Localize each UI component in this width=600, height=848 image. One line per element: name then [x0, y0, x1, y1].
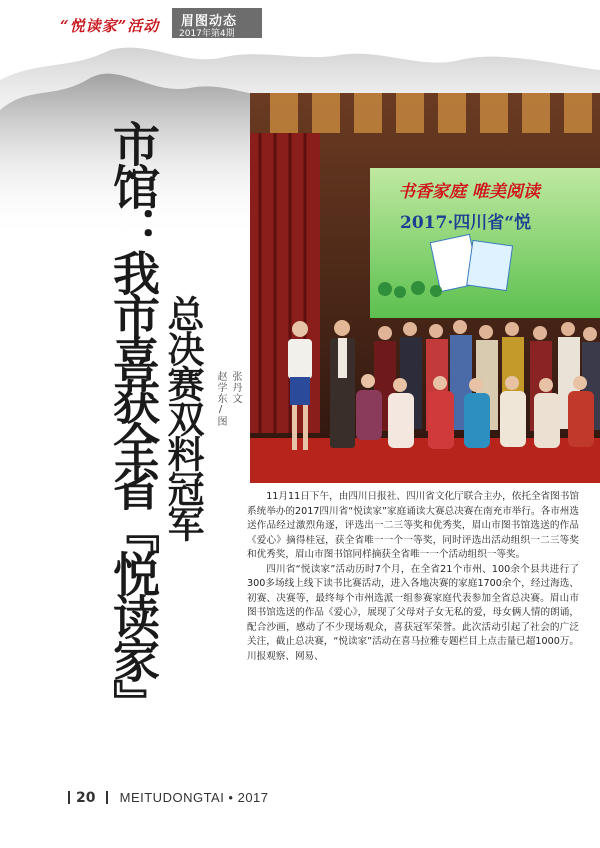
footer-divider — [68, 791, 70, 804]
article-subtitle: 总决赛双料冠军 — [161, 295, 205, 540]
article-paragraph: 11月11日下午，由四川日报社、四川省文化厅联合主办，依托全省图书馆系统举办的2017四川省“悦读家”家庭诵读大赛总决赛在南充市举行。各市州选送作品经过激烈角逐，评选出一二三等奖和优秀奖，眉山市图书馆选送的作品《爱心》摘得桂冠，获全省唯一一个一等奖，同时评选出活动组织一二三等奖和优秀奖，眉山市图书馆同样摘获全省唯一一个活动组织一等奖。 — [247, 491, 579, 560]
article-title: 市馆：我市喜获全省『悦读家』 — [105, 120, 160, 722]
byline — [213, 371, 243, 427]
activity-brand: “悦读家”活动 — [60, 17, 160, 35]
footer-divider — [106, 791, 108, 804]
event-photo — [250, 93, 600, 483]
article-body — [247, 490, 579, 664]
photo-credit: 赵学东/图 — [215, 371, 226, 427]
article-paragraph: 四川省“悦读家”活动历时7个月，在全省21个市州、100余个县共进行了300多场线上线下读书比赛活动，进入各地决赛的家庭1700余个，经过海选、初赛、决赛等，最终每个市州选派一组参赛家庭代表参加全省总决赛。眉山市图书馆选送的作品《爱心》，展现了父母对子女无私的爱，母女俩人情的朗诵，配合沙画，感动了不少现场观众，喜获冠军荣誉。此次活动引起了社会的广泛关注，截止总决赛，“悦读家”活动在喜马拉雅专题栏目上点击量已超1000万。川报观察、网易、 — [247, 563, 579, 662]
column-title: 眉图动态 — [181, 14, 238, 29]
author-text: 张丹文 — [230, 371, 241, 404]
page-number: 20 — [76, 790, 96, 806]
banner-slogan: 书香家庭 唯美阅读 — [398, 182, 540, 202]
page-header — [0, 0, 600, 40]
page-footer — [68, 790, 269, 806]
banner-event-name: 2017·四川省“悦 — [400, 213, 532, 233]
publication-name: MEITUDONGTAI • 2017 — [119, 790, 269, 805]
issue-number: 2017年第4期 — [179, 29, 235, 39]
